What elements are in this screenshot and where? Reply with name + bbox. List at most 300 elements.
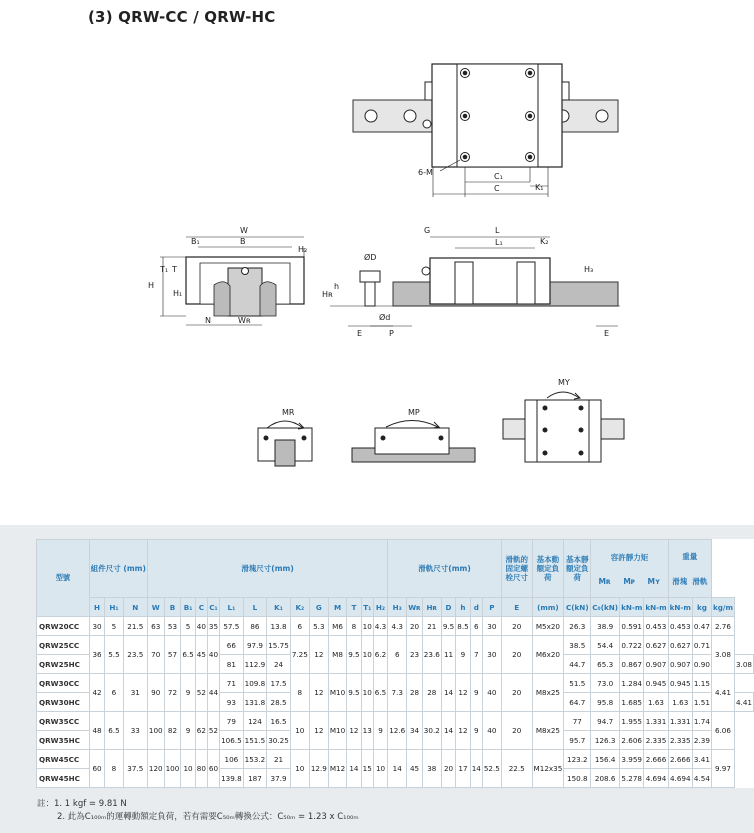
cell-C0: 95.8 <box>591 693 620 712</box>
table-row <box>37 674 754 693</box>
cell-MP: 1.63 <box>644 693 668 712</box>
cell-K1: 21 <box>267 750 291 769</box>
cell-MR: 1.955 <box>620 712 644 731</box>
cell-D: 20 <box>441 750 455 788</box>
cell-WR: 23 <box>407 636 423 674</box>
cell-H2: 10 <box>373 750 387 788</box>
cell-B1: 5 <box>181 617 195 636</box>
cell-h: 12 <box>456 712 470 750</box>
cell-K1: 24 <box>267 655 291 674</box>
cell-D: 11 <box>441 636 455 674</box>
cell-wr: 6.06 <box>711 712 734 750</box>
model-cell: QRW30HC <box>37 693 90 712</box>
cell-E: 20 <box>501 712 532 750</box>
cell-H: 42 <box>89 674 104 712</box>
cell-MR: 0.867 <box>620 655 644 674</box>
label-hr: Hʀ <box>322 290 333 299</box>
cell-wb: 1.74 <box>692 712 711 731</box>
sub-header-24: E <box>501 598 532 617</box>
cell-B1: 10 <box>181 750 195 788</box>
cell-MY: 2.666 <box>668 750 692 769</box>
th-stat: 基本靜額定負荷 <box>564 540 591 598</box>
cell-G: 12 <box>309 712 328 750</box>
sub-header-32: kg/m <box>711 598 734 617</box>
sub-header-11: K₂ <box>290 598 309 617</box>
cell-K2: 10 <box>290 712 309 750</box>
cell-H2: 9 <box>373 712 387 750</box>
sub-header-21: h <box>456 598 470 617</box>
model-cell: QRW20CC <box>37 617 90 636</box>
cell-d: 9 <box>470 712 482 750</box>
cell-K1: 16.5 <box>267 712 291 731</box>
cell-P: 30 <box>482 617 501 636</box>
model-cell: QRW25CC <box>37 636 90 655</box>
th-weight <box>668 540 711 598</box>
cell-H3: 6 <box>388 636 407 674</box>
cell-L1: 71 <box>220 674 244 693</box>
cell-N: 23.5 <box>123 636 147 674</box>
notes <box>37 798 359 824</box>
cell-B: 82 <box>164 712 181 750</box>
sub-header-6: C <box>195 598 207 617</box>
cell-K1: 30.25 <box>267 731 291 750</box>
cell-bolt: M8x25 <box>532 712 564 750</box>
cell-C_dyn: 123.2 <box>564 750 591 769</box>
cell-H1: 8 <box>105 750 123 788</box>
cell-MY: 0.907 <box>668 655 692 674</box>
cell-WR: 20 <box>407 617 423 636</box>
cell-MP: 1.331 <box>644 712 668 731</box>
sub-header-28: kN-m <box>620 598 644 617</box>
cell-L: 151.5 <box>243 731 267 750</box>
cell-M: M12 <box>328 750 346 788</box>
cell-MY: 0.627 <box>668 636 692 655</box>
label-e-right: E <box>604 329 610 338</box>
model-cell: QRW25HC <box>37 655 90 674</box>
cell-C_dyn: 26.3 <box>564 617 591 636</box>
cell-M: M10 <box>328 712 346 750</box>
cell-E: 20 <box>501 617 532 636</box>
cell-H3: 7.3 <box>388 674 407 712</box>
cell-L1: 106 <box>220 750 244 769</box>
sub-header-row <box>37 598 754 617</box>
cell-T: 9.5 <box>347 674 361 712</box>
cell-W: 63 <box>147 617 164 636</box>
cell-wr: 4.41 <box>734 693 753 712</box>
label-t1: T₁ <box>160 265 169 274</box>
cell-WR: 45 <box>407 750 423 788</box>
cell-C1: 44 <box>207 674 219 712</box>
cell-C0: 208.6 <box>591 769 620 788</box>
cell-MR: 5.278 <box>620 769 644 788</box>
th-model: 型號 <box>37 540 90 617</box>
cell-T: 8 <box>347 617 361 636</box>
cell-C: 45 <box>195 636 207 674</box>
cell-h: 17 <box>456 750 470 788</box>
th-block: 滑塊尺寸(mm) <box>147 540 387 598</box>
sub-header-26: C(kN) <box>564 598 591 617</box>
cell-h: 9 <box>456 636 470 674</box>
sub-header-16: H₂ <box>373 598 387 617</box>
label-six-m: 6-M <box>418 168 433 177</box>
label-h-low: h <box>334 282 340 291</box>
sub-header-15: T₁ <box>361 598 373 617</box>
th-moment-mp: Mᴘ <box>623 576 635 586</box>
sub-header-27: C₀(kN) <box>591 598 620 617</box>
cell-C0: 54.4 <box>591 636 620 655</box>
cell-C: 80 <box>195 750 207 788</box>
sub-header-3: W <box>147 598 164 617</box>
label-c: C <box>494 184 500 193</box>
sub-header-22: d <box>470 598 482 617</box>
cell-N: 21.5 <box>123 617 147 636</box>
cell-D: 14 <box>441 712 455 750</box>
cell-K1: 13.8 <box>267 617 291 636</box>
cell-H: 60 <box>89 750 104 788</box>
cell-K2: 8 <box>290 674 309 712</box>
cell-L: 109.8 <box>243 674 267 693</box>
table-row <box>37 636 754 655</box>
cell-MY: 4.694 <box>668 769 692 788</box>
cell-W: 100 <box>147 712 164 750</box>
label-wr: Wʀ <box>238 316 251 325</box>
cell-B1: 9 <box>181 712 195 750</box>
label-h3: H₃ <box>584 265 594 274</box>
cell-C_dyn: 44.7 <box>564 655 591 674</box>
label-e-left: E <box>357 329 363 338</box>
cell-wb: 4.54 <box>692 769 711 788</box>
sub-header-8: L₁ <box>220 598 244 617</box>
cell-T1: 15 <box>361 750 373 788</box>
label-my: MY <box>558 378 570 387</box>
cell-L: 187 <box>243 769 267 788</box>
cell-wb: 2.39 <box>692 731 711 750</box>
cell-H3: 14 <box>388 750 407 788</box>
sub-header-5: B₁ <box>181 598 195 617</box>
cell-MR: 2.606 <box>620 731 644 750</box>
sub-header-25: (mm) <box>532 598 564 617</box>
label-n: N <box>205 316 211 325</box>
cell-D: 14 <box>441 674 455 712</box>
label-b: B <box>240 237 246 246</box>
cell-B: 100 <box>164 750 181 788</box>
cell-bolt: M5x20 <box>532 617 564 636</box>
cell-MP: 0.453 <box>644 617 668 636</box>
sub-header-30: kN-m <box>668 598 692 617</box>
label-h2: H₂ <box>298 245 308 254</box>
label-h: H <box>148 281 155 290</box>
moment-mp-drawing <box>352 421 475 463</box>
cell-G: 5.3 <box>309 617 328 636</box>
cell-E: 22.5 <box>501 750 532 788</box>
cell-H2: 6.2 <box>373 636 387 674</box>
cell-C_dyn: 51.5 <box>564 674 591 693</box>
top-view-drawing <box>353 64 618 197</box>
cell-M: M10 <box>328 674 346 712</box>
cell-B1: 9 <box>181 674 195 712</box>
cell-H1: 6 <box>105 674 123 712</box>
cell-h: 12 <box>456 674 470 712</box>
cell-HR: 28 <box>422 674 441 712</box>
sub-header-4: B <box>164 598 181 617</box>
table-row <box>37 712 754 731</box>
cell-M: M8 <box>328 636 346 674</box>
table-row <box>37 617 754 636</box>
cell-L1: 139.8 <box>220 769 244 788</box>
label-h1: H₁ <box>173 289 183 298</box>
th-weight-block: 滑塊 <box>672 576 688 586</box>
cell-MR: 1.284 <box>620 674 644 693</box>
cell-MR: 1.685 <box>620 693 644 712</box>
label-c1: C₁ <box>494 172 503 181</box>
cell-L: 86 <box>243 617 267 636</box>
cell-L: 124 <box>243 712 267 731</box>
cell-T1: 10 <box>361 674 373 712</box>
sub-header-12: G <box>309 598 328 617</box>
sub-header-1: H₁ <box>105 598 123 617</box>
cell-C_dyn: 64.7 <box>564 693 591 712</box>
cell-C_dyn: 77 <box>564 712 591 731</box>
cell-WR: 34 <box>407 712 423 750</box>
label-b1: B₁ <box>191 237 200 246</box>
cell-wb: 1.15 <box>692 674 711 693</box>
cell-HR: 38 <box>422 750 441 788</box>
cell-C1: 52 <box>207 712 219 750</box>
cell-HR: 21 <box>422 617 441 636</box>
cell-B: 57 <box>164 636 181 674</box>
front-view-drawing <box>160 237 304 325</box>
cell-H: 30 <box>89 617 104 636</box>
cell-wr: 2.76 <box>711 617 734 636</box>
label-k1: K₁ <box>535 183 544 192</box>
cell-C0: 156.4 <box>591 750 620 769</box>
cell-MY: 2.335 <box>668 731 692 750</box>
cell-C1: 35 <box>207 617 219 636</box>
note-2: 2. 此為C₁₀₀ₘ的運轉動額定負荷，若有需要C₅₀ₘ轉換公式：C₅₀ₘ = 1.23 x C₁₀₀ₘ <box>57 812 359 822</box>
cell-T: 9.5 <box>347 636 361 674</box>
moment-mr-drawing <box>258 421 312 466</box>
cell-N: 31 <box>123 674 147 712</box>
cell-K2: 10 <box>290 750 309 788</box>
sub-header-9: L <box>243 598 267 617</box>
cell-MP: 0.627 <box>644 636 668 655</box>
spec-table <box>36 539 754 788</box>
cell-H: 48 <box>89 712 104 750</box>
cell-M: M6 <box>328 617 346 636</box>
cell-W: 90 <box>147 674 164 712</box>
label-w: W <box>240 226 248 235</box>
cell-L1: 106.5 <box>220 731 244 750</box>
cell-K2: 6 <box>290 617 309 636</box>
cell-C_dyn: 38.5 <box>564 636 591 655</box>
th-assembly: 組件尺寸 (mm) <box>89 540 147 598</box>
cell-C0: 38.9 <box>591 617 620 636</box>
cell-N: 37.5 <box>123 750 147 788</box>
cell-HR: 23.6 <box>422 636 441 674</box>
cell-wb: 0.71 <box>692 636 711 655</box>
cell-E: 20 <box>501 636 532 674</box>
cell-C: 52 <box>195 674 207 712</box>
label-l: L <box>495 226 500 235</box>
sub-header-18: Wʀ <box>407 598 423 617</box>
cell-P: 40 <box>482 674 501 712</box>
cell-wr: 3.08 <box>711 636 734 674</box>
table-row <box>37 750 754 769</box>
cell-H3: 12.6 <box>388 712 407 750</box>
cell-C_dyn: 150.8 <box>564 769 591 788</box>
cell-d: 7 <box>470 636 482 674</box>
label-phi-d: ØD <box>364 253 377 262</box>
sub-header-20: D <box>441 598 455 617</box>
cell-C0: 126.3 <box>591 731 620 750</box>
cell-C_dyn: 95.7 <box>564 731 591 750</box>
cell-H1: 5.5 <box>105 636 123 674</box>
cell-wr: 4.41 <box>711 674 734 712</box>
cell-C0: 73.0 <box>591 674 620 693</box>
cell-MY: 1.63 <box>668 693 692 712</box>
cell-C1: 60 <box>207 750 219 788</box>
cell-MP: 4.694 <box>644 769 668 788</box>
cell-h: 8.5 <box>456 617 470 636</box>
sub-header-2: N <box>123 598 147 617</box>
cell-T1: 13 <box>361 712 373 750</box>
label-g: G <box>424 226 431 235</box>
cell-d: 9 <box>470 674 482 712</box>
cell-MR: 0.722 <box>620 636 644 655</box>
sub-header-7: C₁ <box>207 598 219 617</box>
cell-G: 12 <box>309 636 328 674</box>
cell-B: 53 <box>164 617 181 636</box>
cell-P: 30 <box>482 636 501 674</box>
note-1: 註：1. 1 kgf = 9.81 N <box>37 799 127 809</box>
model-cell: QRW35CC <box>37 712 90 731</box>
model-cell: QRW30CC <box>37 674 90 693</box>
cell-wr: 9.97 <box>711 750 734 788</box>
cell-H3: 4.3 <box>388 617 407 636</box>
model-cell: QRW45HC <box>37 769 90 788</box>
cell-L1: 93 <box>220 693 244 712</box>
cell-C: 62 <box>195 712 207 750</box>
cell-MP: 0.945 <box>644 674 668 693</box>
th-dyn: 基本動額定負荷 <box>532 540 564 598</box>
cell-G: 12.9 <box>309 750 328 788</box>
sub-header-0: H <box>89 598 104 617</box>
cell-MY: 1.331 <box>668 712 692 731</box>
sub-header-13: M <box>328 598 346 617</box>
label-p: P <box>389 329 394 338</box>
sub-header-31: kg <box>692 598 711 617</box>
cell-MY: 0.453 <box>668 617 692 636</box>
cell-d: 6 <box>470 617 482 636</box>
th-bolt: 滑軌的固定螺栓尺寸 <box>501 540 532 598</box>
cell-K1: 37.9 <box>267 769 291 788</box>
cell-L1: 81 <box>220 655 244 674</box>
cell-wr: 3.08 <box>734 655 753 674</box>
cell-D: 9.5 <box>441 617 455 636</box>
cell-d: 14 <box>470 750 482 788</box>
spec-table-body <box>37 617 754 788</box>
cell-C: 40 <box>195 617 207 636</box>
sub-header-10: K₁ <box>267 598 291 617</box>
cell-P: 40 <box>482 712 501 750</box>
cell-MP: 2.666 <box>644 750 668 769</box>
cell-L1: 79 <box>220 712 244 731</box>
cell-bolt: M12x35 <box>532 750 564 788</box>
cell-MR: 0.591 <box>620 617 644 636</box>
cell-MP: 2.335 <box>644 731 668 750</box>
cell-K2: 7.25 <box>290 636 309 674</box>
cell-L1: 57.5 <box>220 617 244 636</box>
cell-L: 97.9 <box>243 636 267 655</box>
cell-T1: 10 <box>361 636 373 674</box>
cell-H1: 6.5 <box>105 712 123 750</box>
cell-N: 33 <box>123 712 147 750</box>
cell-E: 20 <box>501 674 532 712</box>
cell-T: 14 <box>347 750 361 788</box>
cell-L1: 66 <box>220 636 244 655</box>
th-weight-rail: 滑軌 <box>692 576 708 586</box>
model-cell: QRW35HC <box>37 731 90 750</box>
th-weight-title: 重量 <box>682 551 698 561</box>
section-title: (3) QRW-CC / QRW-HC <box>88 8 276 26</box>
cell-bolt: M8x25 <box>532 674 564 712</box>
label-d-small: Ød <box>379 313 391 322</box>
cell-MR: 3.959 <box>620 750 644 769</box>
th-rail: 滑軌尺寸(mm) <box>388 540 502 598</box>
cell-H2: 4.3 <box>373 617 387 636</box>
cell-H1: 5 <box>105 617 123 636</box>
sub-header-14: T <box>347 598 361 617</box>
cell-K1: 17.5 <box>267 674 291 693</box>
label-k2: K₂ <box>540 237 549 246</box>
cell-WR: 28 <box>407 674 423 712</box>
cell-bolt: M6x20 <box>532 636 564 674</box>
cell-wb: 3.41 <box>692 750 711 769</box>
cell-wb: 1.51 <box>692 693 711 712</box>
cell-L: 153.2 <box>243 750 267 769</box>
model-cell: QRW45CC <box>37 750 90 769</box>
cell-wb: 0.90 <box>692 655 711 674</box>
cell-W: 70 <box>147 636 164 674</box>
cell-W: 120 <box>147 750 164 788</box>
label-mp: MP <box>408 408 420 417</box>
moment-my-drawing <box>503 392 624 462</box>
label-t: T <box>172 265 177 274</box>
side-view-drawing <box>330 237 620 326</box>
cell-T: 12 <box>347 712 361 750</box>
cell-B: 72 <box>164 674 181 712</box>
cell-MY: 0.945 <box>668 674 692 693</box>
cell-HR: 30.2 <box>422 712 441 750</box>
th-moment-my: Mʏ <box>647 576 661 586</box>
cell-H: 36 <box>89 636 104 674</box>
cell-H2: 6.5 <box>373 674 387 712</box>
cell-L: 112.9 <box>243 655 267 674</box>
th-moment-mr: Mʀ <box>598 576 611 586</box>
sub-header-17: H₃ <box>388 598 407 617</box>
cell-C0: 94.7 <box>591 712 620 731</box>
label-mr: MR <box>282 408 295 417</box>
cell-MP: 0.907 <box>644 655 668 674</box>
cell-K1: 15.75 <box>267 636 291 655</box>
cell-B1: 6.5 <box>181 636 195 674</box>
cell-G: 12 <box>309 674 328 712</box>
cell-K1: 28.5 <box>267 693 291 712</box>
cell-C1: 40 <box>207 636 219 674</box>
cell-wb: 0.47 <box>692 617 711 636</box>
sub-header-23: P <box>482 598 501 617</box>
sub-header-29: kN-m <box>644 598 668 617</box>
